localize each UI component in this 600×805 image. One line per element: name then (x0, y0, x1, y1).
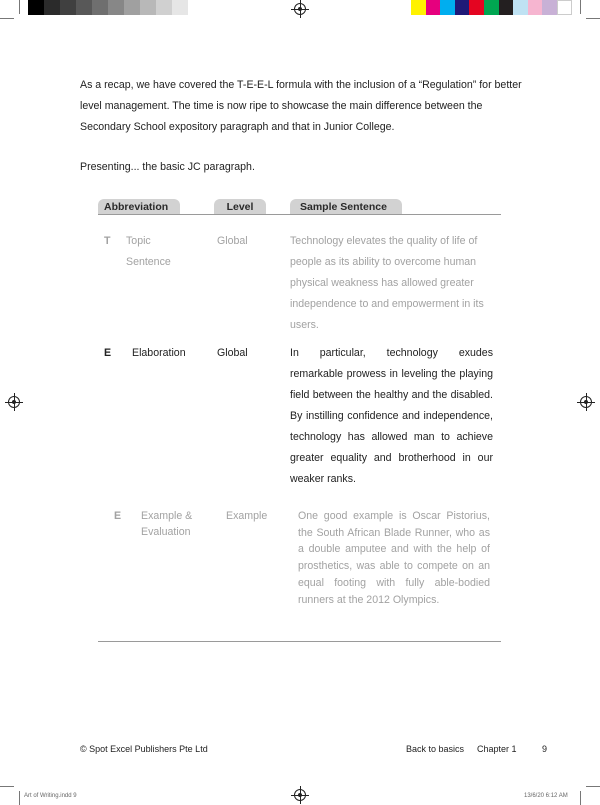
registration-mark-icon (8, 396, 20, 408)
color-swatch (513, 0, 528, 15)
row-1-sample: Technology elevates the quality of life of people as its ability to overcome human physical weakness has allowed greater independence to and empowerment in its users. (290, 235, 484, 331)
footer-chapter: Chapter 1 (477, 744, 517, 754)
row-2-letter: E (104, 347, 112, 359)
footer-section: Back to basics (406, 744, 465, 754)
slug-filename: Art of Writing.indd 9 (24, 793, 77, 799)
color-swatch (528, 0, 543, 15)
row-3-level: Example (226, 510, 268, 522)
slug-timestamp: 13/6/20 6:12 AM (524, 793, 568, 799)
crop-mark (19, 0, 20, 14)
color-swatch (426, 0, 441, 15)
row-2-name: Elaboration (132, 347, 186, 359)
gray-swatch (92, 0, 108, 15)
page-number: 9 (542, 744, 548, 754)
registration-mark-icon (294, 3, 306, 15)
header-sample-sentence: Sample Sentence (290, 199, 402, 215)
gray-swatch (172, 0, 188, 15)
copyright-notice: © Spot Excel Publishers Pte Ltd (80, 744, 208, 754)
crop-mark (580, 791, 581, 805)
crop-mark (580, 0, 581, 14)
color-swatch (542, 0, 557, 15)
gray-swatch (44, 0, 60, 15)
gray-swatch (76, 0, 92, 15)
crop-mark (0, 786, 14, 787)
registration-mark-icon (580, 396, 592, 408)
row-2-level: Global (217, 347, 248, 359)
crop-mark (586, 18, 600, 19)
row-2-sample: In particular, technology exudes remarkable prowess in leveling the playing field between the healthy and the disabled. By instilling confidence and independence, technology has allowed man to achieve greater equality and brotherhood in our weaker ranks. (290, 347, 493, 485)
crop-mark (19, 791, 20, 805)
color-swatch (557, 0, 572, 15)
crop-mark (0, 18, 14, 19)
gray-swatch (156, 0, 172, 15)
registration-mark-icon (294, 789, 306, 801)
gray-swatch (60, 0, 76, 15)
row-3-letter: E (114, 510, 122, 522)
color-swatch (499, 0, 514, 15)
intro-paragraph: As a recap, we have covered the T-E-E-L formula with the inclusion of a “Regulation” for better level management. The time is now ripe to showcase the main difference between the Secondary School expository paragraph and that in Junior College. (80, 79, 522, 133)
header-abbreviation: Abbreviation (98, 199, 180, 215)
gray-swatch (124, 0, 140, 15)
color-swatch (484, 0, 499, 15)
table-bottom-rule (98, 641, 501, 642)
row-3-name: Example & Evaluation (141, 510, 193, 538)
row-3-sample: One good example is Oscar Pistorius, the South African Blade Runner, who as a double amputee and with the help of prosthetics, was able to compete on an equal footing with fully able-bodied runners at the 2012 Olympics. (298, 510, 490, 606)
row-1-level: Global (217, 235, 248, 247)
color-swatch (440, 0, 455, 15)
gray-swatch (140, 0, 156, 15)
row-1-name: Topic Sentence (126, 235, 171, 268)
table-top-rule (98, 214, 501, 215)
header-level: Level (214, 199, 266, 215)
presenting-line: Presenting... the basic JC paragraph. (80, 161, 255, 173)
row-1-letter: T (104, 235, 111, 247)
color-swatch (455, 0, 470, 15)
grayscale-calibration-bar (28, 0, 188, 15)
gray-swatch (108, 0, 124, 15)
color-swatch (411, 0, 426, 15)
gray-swatch (28, 0, 44, 15)
color-swatch (469, 0, 484, 15)
color-calibration-bar (411, 0, 572, 15)
crop-mark (586, 786, 600, 787)
